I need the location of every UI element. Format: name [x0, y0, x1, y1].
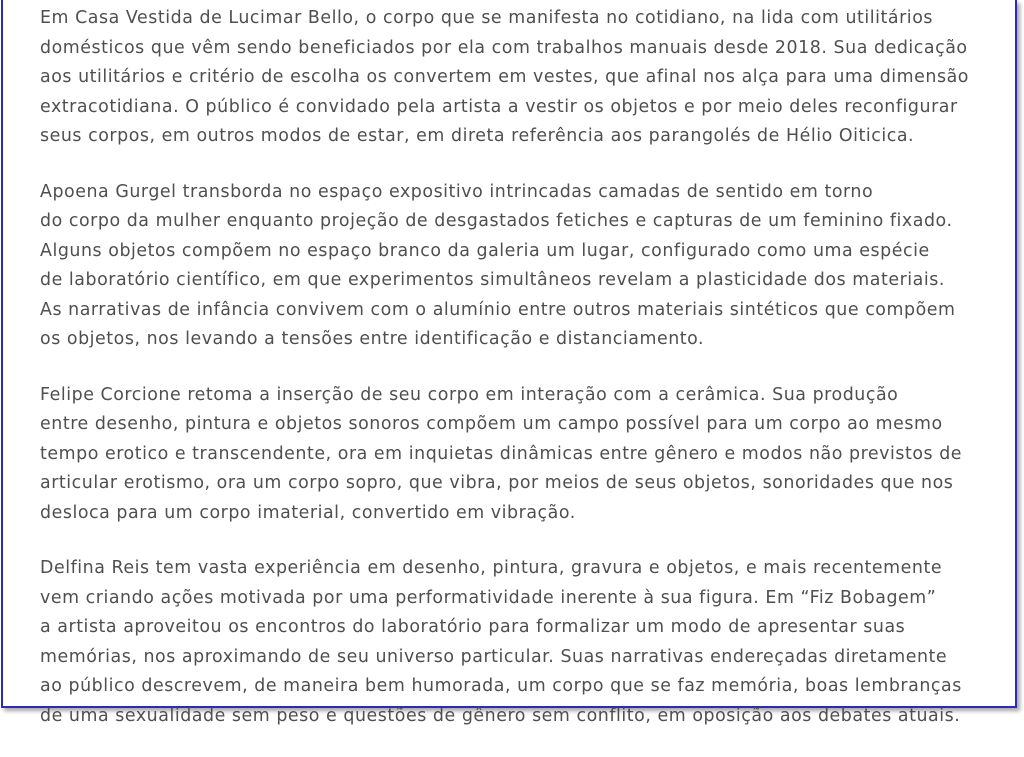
text-line: Felipe Corcione retoma a inserção de seu corpo em interação com a cerâmica. Sua produção	[40, 384, 899, 405]
text-line: Apoena Gurgel transborda no espaço expositivo intrincadas camadas de sentido em torno	[40, 181, 874, 202]
text-line: extracotidiana. O público é convidado pela artista a vestir os objetos e por meio deles reconfigurar	[40, 96, 958, 117]
text-line: aos utilitários e critério de escolha os convertem em vestes, que afinal nos alça para uma dimensão	[40, 67, 969, 87]
text-line: Alguns objetos compõem no espaço branco da galeria um lugar, configurado como uma espécie	[40, 240, 930, 261]
text-line: entre desenho, pintura e objetos sonoros compõem um campo possível para um corpo ao mesmo	[40, 414, 943, 434]
text-line: a artista aproveitou os encontros do laboratório para formalizar um modo de apresentar suas	[40, 617, 906, 637]
text-line: desloca para um corpo imaterial, convertido em vibração.	[40, 502, 576, 523]
text-line: do corpo da mulher enquanto projeção de desgastados fetiches e capturas de um feminino fixado.	[40, 211, 953, 231]
article-text	[40, 4, 1000, 757]
text-line: de uma sexualidade sem peso e questões de gênero sem conflito, em oposição aos debates atuais.	[40, 705, 961, 726]
text-line: seus corpos, em outros modos de estar, em direta referência aos parangolés de Hélio Oiticica.	[40, 126, 915, 146]
paragraph-delfina-reis	[40, 554, 1000, 731]
text-line: As narrativas de infância convivem com o alumínio entre outros materiais sintéticos que compõem	[40, 299, 956, 320]
text-line: articular erotismo, ora um corpo sopro, que vibra, por meios de seus objetos, sonoridades que nos	[40, 473, 954, 493]
text-line: domésticos que vêm sendo beneficiados por ela com trabalhos manuais desde 2018. Sua dedicação	[40, 37, 968, 58]
text-line: Em Casa Vestida de Lucimar Bello, o corpo que se manifesta no cotidiano, na lida com utilitários	[40, 8, 933, 28]
paragraph-lucimar-bello	[40, 4, 1000, 152]
text-line: memórias, nos aproximando de seu universo particular. Suas narrativas endereçadas diretamente	[40, 646, 948, 667]
text-line: ao público descrevem, de maneira bem humorada, um corpo que se faz memória, boas lembranças	[40, 676, 962, 696]
text-line: Delfina Reis tem vasta experiência em desenho, pintura, gravura e objetos, e mais recentemente	[40, 558, 943, 578]
paragraph-apoena-gurgel	[40, 178, 1000, 355]
text-line: vem criando ações motivada por uma performatividade inerente à sua figura. Em “Fiz Bobagem”	[40, 587, 937, 608]
text-line: de laboratório científico, em que experimentos simultâneos revelam a plasticidade dos materiais.	[40, 270, 945, 290]
paragraph-felipe-corcione	[40, 381, 1000, 529]
text-line: tempo erotico e transcendente, ora em inquietas dinâmicas entre gênero e modos não previstos de	[40, 443, 963, 464]
text-line: os objetos, nos levando a tensões entre identificação e distanciamento.	[40, 329, 705, 349]
document-frame	[1, 0, 1017, 726]
